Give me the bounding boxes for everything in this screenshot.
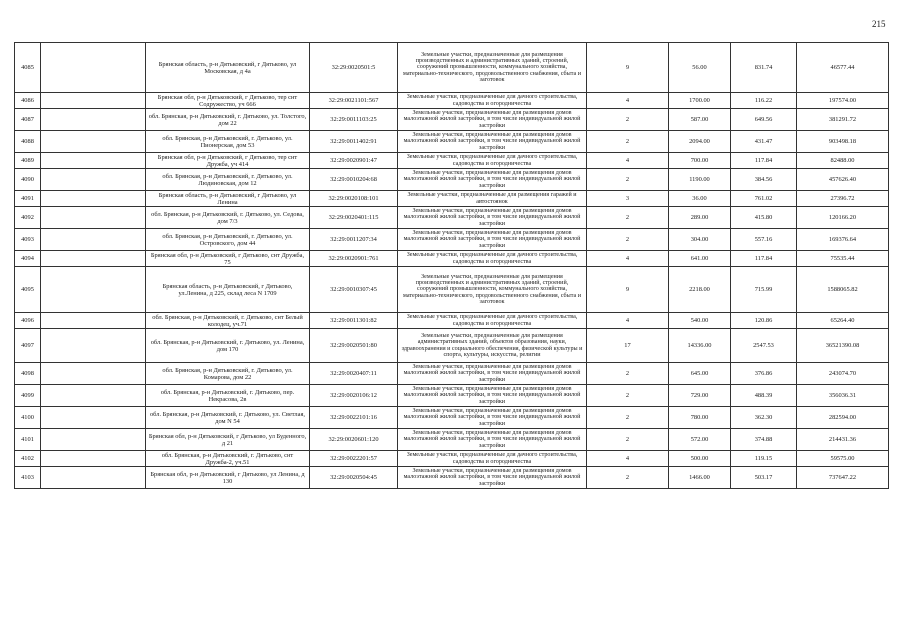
address-cell: обл. Брянская, р-н Дятьковский, г. Дятьково, ул. Толстого, дом 22 [146,109,310,131]
blank-cell [41,451,146,467]
blank-cell [41,385,146,407]
table-row [15,267,889,313]
cadastral-value-cell: 356036.31 [797,385,889,407]
cadastral-number-cell: 32:29:0020108:101 [310,191,398,207]
cadastral-number-cell: 32:29:0020901:47 [310,153,398,169]
blank-cell [41,153,146,169]
rate-cell: 362.30 [731,407,797,429]
cadastral-value-cell: 75535.44 [797,251,889,267]
address-cell: обл. Брянская, р-н Дятьковский, г. Дятьково, ул. Людиновская, дом 12 [146,169,310,191]
area-cell: 1190.00 [669,169,731,191]
area-cell: 304.00 [669,229,731,251]
land-use-cell: Земельные участки, предназначенные для дачного строительства, садоводства и огородничества [398,93,587,109]
row-number: 4092 [15,207,41,229]
row-number: 4086 [15,93,41,109]
blank-cell [41,169,146,191]
area-cell: 36.00 [669,191,731,207]
land-use-cell: Земельные участки, предназначенные для размещения гаражей и автостоянок [398,191,587,207]
land-use-cell: Земельные участки, предназначенные для размещения домов малоэтажной жилой застройки, в том числе индивидуальной жилой застройки [398,229,587,251]
cadastral-number-cell: 32:29:0020601:120 [310,429,398,451]
blank-cell [41,131,146,153]
table-row [15,407,889,429]
table-row [15,313,889,329]
area-cell: 540.00 [669,313,731,329]
rate-cell: 649.56 [731,109,797,131]
blank-cell [41,93,146,109]
use-code-cell: 2 [587,229,669,251]
row-number: 4103 [15,467,41,489]
rate-cell: 119.15 [731,451,797,467]
area-cell: 587.00 [669,109,731,131]
area-cell: 780.00 [669,407,731,429]
table-row [15,169,889,191]
cadastral-value-cell: 737647.22 [797,467,889,489]
area-cell: 56.00 [669,43,731,93]
cadastral-value-cell: 59575.00 [797,451,889,467]
cadastral-value-cell: 282594.00 [797,407,889,429]
cadastral-number-cell: 32:29:0011301:82 [310,313,398,329]
cadastral-number-cell: 32:29:0020501:5 [310,43,398,93]
area-cell: 641.00 [669,251,731,267]
row-number: 4102 [15,451,41,467]
rate-cell: 488.39 [731,385,797,407]
table-row [15,93,889,109]
blank-cell [41,207,146,229]
address-cell: обл. Брянская, р-н Дятьковский, г. Дятьково, ул. Ленина, дом 170 [146,329,310,363]
address-cell: Брянская обл, р-н Дятьковский, г Дятьково, ул Ленина, д 130 [146,467,310,489]
rate-cell: 116.22 [731,93,797,109]
blank-cell [41,363,146,385]
use-code-cell: 2 [587,467,669,489]
cadastral-value-cell: 214431.36 [797,429,889,451]
cadastral-value-cell: 46577.44 [797,43,889,93]
use-code-cell: 9 [587,43,669,93]
row-number: 4097 [15,329,41,363]
land-use-cell: Земельные участки, предназначенные для размещения домов малоэтажной жилой застройки, в том числе индивидуальной жилой застройки [398,131,587,153]
use-code-cell: 4 [587,153,669,169]
row-number: 4098 [15,363,41,385]
cadastral-number-cell: 32:29:0020504:45 [310,467,398,489]
rate-cell: 503.17 [731,467,797,489]
rate-cell: 120.86 [731,313,797,329]
table-row [15,451,889,467]
table-row [15,467,889,489]
cadastral-value-cell: 381291.72 [797,109,889,131]
row-number: 4095 [15,267,41,313]
use-code-cell: 2 [587,385,669,407]
address-cell: Брянская обл, р-н Дятьковский, г Дятьково, тер снт Содружество, уч 666 [146,93,310,109]
cadastral-number-cell: 32:29:0020901:761 [310,251,398,267]
table-row [15,131,889,153]
use-code-cell: 4 [587,251,669,267]
row-number: 4088 [15,131,41,153]
use-code-cell: 9 [587,267,669,313]
cadastral-number-cell: 32:29:0011103:25 [310,109,398,131]
blank-cell [41,407,146,429]
cadastral-value-cell: 82488.00 [797,153,889,169]
cadastral-value-cell: 65264.40 [797,313,889,329]
rate-cell: 384.56 [731,169,797,191]
cadastral-value-cell: 169376.64 [797,229,889,251]
address-cell: обл. Брянская, р-н Дятьковский, г. Дятьково, снт Белый колодец, уч.71 [146,313,310,329]
address-cell: обл. Брянская, р-н Дятьковский, г. Дятьково, ул. Светлая, дом N 54 [146,407,310,429]
use-code-cell: 2 [587,207,669,229]
cadastral-number-cell: 32:29:0011207:34 [310,229,398,251]
cadastral-value-cell: 27396.72 [797,191,889,207]
land-use-cell: Земельные участки, предназначенные для размещения административных зданий, объектов образования, науки, здравоохранения и социального обеспечения, физической культуры и спорта, культуры, искусства, религии [398,329,587,363]
row-number: 4099 [15,385,41,407]
table-row [15,363,889,385]
blank-cell [41,429,146,451]
address-cell: Брянская область, р-н Дятьковский, г Дятьково, ул.Ленина, д 225, склад леса N 1709 [146,267,310,313]
area-cell: 500.00 [669,451,731,467]
rate-cell: 117.84 [731,153,797,169]
land-use-cell: Земельные участки, предназначенные для дачного строительства, садоводства и огородничества [398,451,587,467]
land-use-cell: Земельные участки, предназначенные для дачного строительства, садоводства и огородничества [398,313,587,329]
cadastral-number-cell: 32:29:0020106:12 [310,385,398,407]
land-use-cell: Земельные участки, предназначенные для размещения производственных и административных зданий, строений, сооружений промышленности, коммунального хозяйства, материально-технического, продовольственного снабжения, сбыта и заготовок [398,43,587,93]
use-code-cell: 4 [587,313,669,329]
cadastral-value-cell: 36521390.08 [797,329,889,363]
rate-cell: 415.80 [731,207,797,229]
use-code-cell: 4 [587,93,669,109]
land-use-cell: Земельные участки, предназначенные для размещения домов малоэтажной жилой застройки, в том числе индивидуальной жилой застройки [398,169,587,191]
cadastral-number-cell: 32:29:0020501:80 [310,329,398,363]
cadastral-number-cell: 32:29:0010204:68 [310,169,398,191]
table-row [15,429,889,451]
land-use-cell: Земельные участки, предназначенные для размещения домов малоэтажной жилой застройки, в том числе индивидуальной жилой застройки [398,363,587,385]
land-use-cell: Земельные участки, предназначенные для размещения домов малоэтажной жилой застройки, в том числе индивидуальной жилой застройки [398,109,587,131]
blank-cell [41,329,146,363]
address-cell: Брянская область, р-н Дятьковский, г Дятьково, ул Ленина [146,191,310,207]
address-cell: Брянская обл, р-н Дятьковский, г Дятьково, снт Дружба, 75 [146,251,310,267]
row-number: 4089 [15,153,41,169]
row-number: 4085 [15,43,41,93]
address-cell: обл. Брянская, р-н Дятьковский, г. Дятьково, ул. Седова, дом 7/3 [146,207,310,229]
land-use-cell: Земельные участки, предназначенные для размещения домов малоэтажной жилой застройки, в том числе индивидуальной жилой застройки [398,467,587,489]
use-code-cell: 4 [587,451,669,467]
blank-cell [41,467,146,489]
table-row [15,385,889,407]
cadastral-number-cell: 32:29:0020407:11 [310,363,398,385]
cadastral-number-cell: 32:29:0010307:45 [310,267,398,313]
row-number: 4091 [15,191,41,207]
blank-cell [41,191,146,207]
rate-cell: 831.74 [731,43,797,93]
address-cell: обл. Брянская, р-н Дятьковский, г. Дятьково, ул. Комарова, дом 22 [146,363,310,385]
rate-cell: 117.84 [731,251,797,267]
row-number: 4093 [15,229,41,251]
cadastral-value-cell: 243074.70 [797,363,889,385]
cadastral-number-cell: 32:29:0020401:115 [310,207,398,229]
area-cell: 289.00 [669,207,731,229]
rate-cell: 715.99 [731,267,797,313]
cadastral-number-cell: 32:29:0022201:57 [310,451,398,467]
land-use-cell: Земельные участки, предназначенные для размещения домов малоэтажной жилой застройки, в том числе индивидуальной жилой застройки [398,385,587,407]
area-cell: 1700.00 [669,93,731,109]
cadastral-number-cell: 32:29:0011402:91 [310,131,398,153]
area-cell: 729.00 [669,385,731,407]
cadastral-number-cell: 32:29:0022101:16 [310,407,398,429]
area-cell: 14336.00 [669,329,731,363]
land-use-cell: Земельные участки, предназначенные для дачного строительства, садоводства и огородничества [398,251,587,267]
use-code-cell: 2 [587,169,669,191]
rate-cell: 431.47 [731,131,797,153]
row-number: 4101 [15,429,41,451]
blank-cell [41,43,146,93]
cadastral-value-cell: 120166.20 [797,207,889,229]
use-code-cell: 17 [587,329,669,363]
registry-rows [15,43,889,489]
address-cell: Брянская обл, р-н Дятьковский, г Дятьково, тер снт Дружба, уч 414 [146,153,310,169]
address-cell: Брянская область, р-н Дятьковский, г Дятьково, ул Московская, д 4а [146,43,310,93]
table-row [15,191,889,207]
table-row [15,251,889,267]
row-number: 4100 [15,407,41,429]
area-cell: 645.00 [669,363,731,385]
rate-cell: 376.86 [731,363,797,385]
cadastral-value-cell: 903498.18 [797,131,889,153]
cadastral-value-cell: 197574.00 [797,93,889,109]
table-row [15,329,889,363]
rate-cell: 374.88 [731,429,797,451]
blank-cell [41,109,146,131]
area-cell: 2218.00 [669,267,731,313]
address-cell: обл. Брянская, р-н Дятьковский, г. Дятьково, пер. Некрасова, 2в [146,385,310,407]
area-cell: 2094.00 [669,131,731,153]
row-number: 4090 [15,169,41,191]
row-number: 4087 [15,109,41,131]
address-cell: обл. Брянская, р-н Дятьковский, г. Дятьково, ул. Островского, дом 44 [146,229,310,251]
cadastral-value-cell: 457626.40 [797,169,889,191]
land-use-cell: Земельные участки, предназначенные для размещения домов малоэтажной жилой застройки, в том числе индивидуальной жилой застройки [398,207,587,229]
rate-cell: 557.16 [731,229,797,251]
address-cell: Брянская обл, р-н Дятьковский, г Дятьково, ул Буденного, д 21 [146,429,310,451]
area-cell: 1466.00 [669,467,731,489]
row-number: 4096 [15,313,41,329]
rate-cell: 761.02 [731,191,797,207]
page-number: 215 [872,19,886,29]
blank-cell [41,313,146,329]
cadastral-number-cell: 32:29:0021101:567 [310,93,398,109]
land-registry-table [14,42,889,489]
blank-cell [41,267,146,313]
land-use-cell: Земельные участки, предназначенные для размещения производственных и административных зданий, строений, сооружений промышленности, коммунального хозяйства, материально-технического, продовольственного снабжения, сбыта и заготовок [398,267,587,313]
use-code-cell: 3 [587,191,669,207]
address-cell: обл. Брянская, р-н Дятьковский, г. Дятьково, ул. Пионерская, дом 53 [146,131,310,153]
blank-cell [41,229,146,251]
use-code-cell: 2 [587,407,669,429]
row-number: 4094 [15,251,41,267]
table-row [15,43,889,93]
use-code-cell: 2 [587,363,669,385]
table-row [15,207,889,229]
land-use-cell: Земельные участки, предназначенные для дачного строительства, садоводства и огородничества [398,153,587,169]
cadastral-value-cell: 1588065.82 [797,267,889,313]
use-code-cell: 2 [587,109,669,131]
area-cell: 700.00 [669,153,731,169]
table-row [15,229,889,251]
table-row [15,109,889,131]
use-code-cell: 2 [587,429,669,451]
area-cell: 572.00 [669,429,731,451]
table-row [15,153,889,169]
land-use-cell: Земельные участки, предназначенные для размещения домов малоэтажной жилой застройки, в том числе индивидуальной жилой застройки [398,407,587,429]
address-cell: обл. Брянская, р-н Дятьковский, г. Дятьково, снт Дружба-2, уч.51 [146,451,310,467]
use-code-cell: 2 [587,131,669,153]
blank-cell [41,251,146,267]
rate-cell: 2547.53 [731,329,797,363]
land-use-cell: Земельные участки, предназначенные для размещения домов малоэтажной жилой застройки, в том числе индивидуальной жилой застройки [398,429,587,451]
